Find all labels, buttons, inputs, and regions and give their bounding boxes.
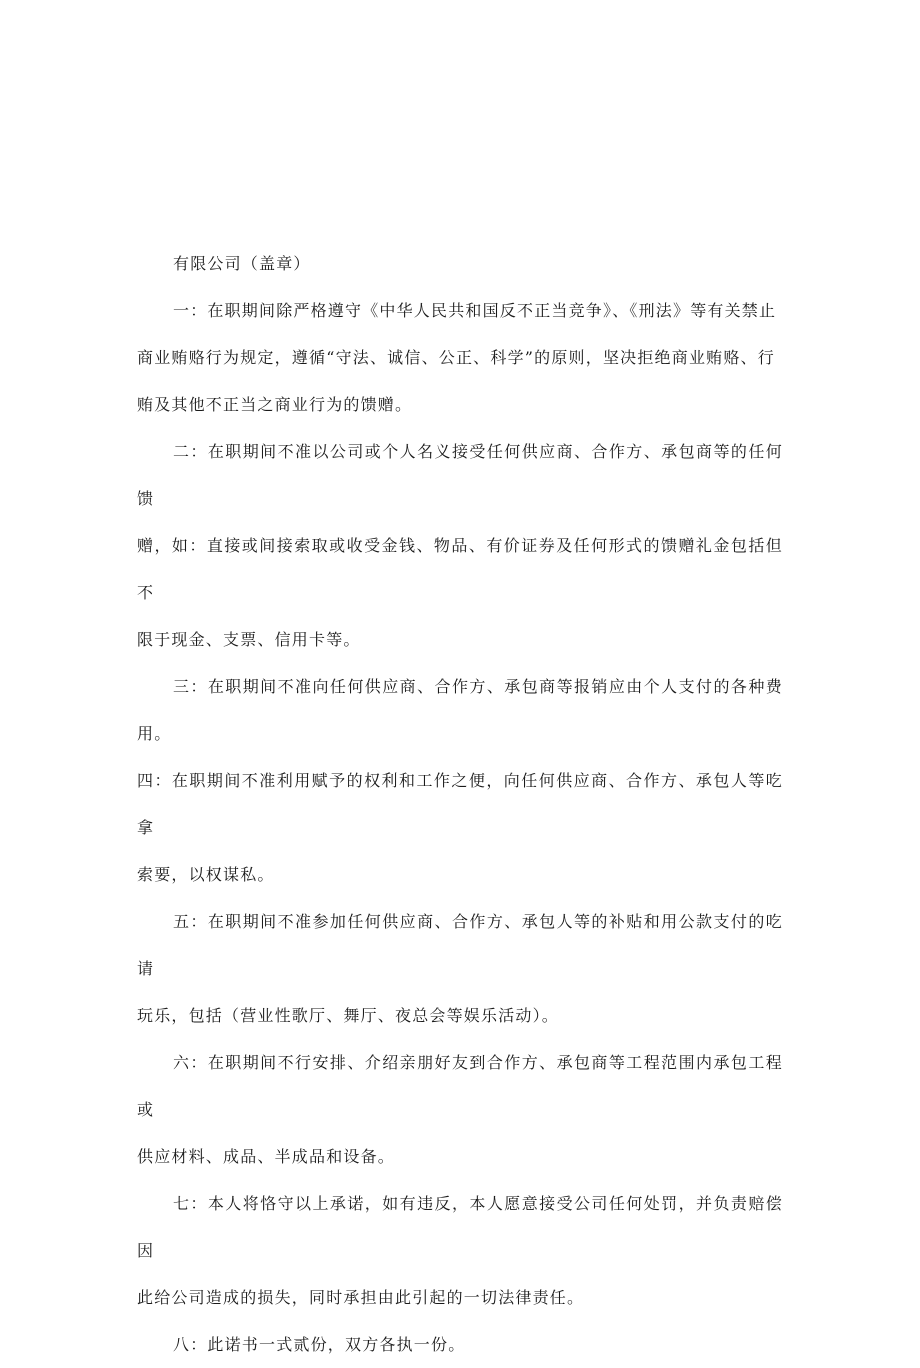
clause-6-line-2: 供应材料、成品、半成品和设备。	[137, 1147, 396, 1166]
clause-1	[137, 287, 783, 428]
clause-8-line-1: 八：此诺书一式贰份，双方各执一份。	[173, 1335, 466, 1354]
clause-4-line-1: 四：在职期间不准利用赋予的权利和工作之便，向任何供应商、合作方、承包人等吃拿	[137, 771, 783, 837]
clause-2-line-1: 二：在职期间不准以公司或个人名义接受任何供应商、合作方、承包商等的任何馈	[137, 442, 783, 508]
clause-5-line-1: 五：在职期间不准参加任何供应商、合作方、承包人等的补贴和用公款支付的吃请	[137, 912, 783, 978]
clause-3-line-1: 三：在职期间不准向任何供应商、合作方、承包商等报销应由个人支付的各种费用。	[137, 677, 783, 743]
clause-5	[137, 898, 783, 1039]
clause-4-line-2: 索要，以权谋私。	[137, 865, 275, 884]
clause-2-line-2: 赠，如：直接或间接索取或收受金钱、物品、有价证券及任何形式的馈赠礼金包括但不	[137, 536, 783, 602]
clause-6-line-1: 六：在职期间不行安排、介绍亲朋好友到合作方、承包商等工程范围内承包工程或	[137, 1053, 783, 1119]
clause-1-line-1: 一：在职期间除严格遵守《中华人民共和国反不正当竞争》、《刑法》等有关禁止	[173, 301, 777, 320]
company-seal-text: 有限公司（盖章）	[173, 254, 311, 273]
clause-5-line-2: 玩乐，包括（营业性歌厅、舞厅、夜总会等娱乐活动）。	[137, 1006, 560, 1025]
clause-2-line-3: 限于现金、支票、信用卡等。	[137, 630, 361, 649]
clause-7	[137, 1180, 783, 1321]
clause-1-line-3: 贿及其他不正当之商业行为的馈赠。	[137, 395, 413, 414]
clause-3	[137, 663, 783, 757]
clause-7-line-1: 七：本人将恪守以上承诺，如有违反，本人愿意接受公司任何处罚，并负责赔偿因	[137, 1194, 783, 1260]
clause-1-line-2: 商业贿赂行为规定，遵循“守法、诚信、公正、科学”的原则，坚决拒绝商业贿赂、行	[137, 348, 775, 367]
clause-7-line-2: 此给公司造成的损失，同时承担由此引起的一切法律责任。	[137, 1288, 585, 1307]
clause-4	[137, 757, 783, 898]
clause-6	[137, 1039, 783, 1180]
clause-2	[137, 428, 783, 663]
clause-8	[137, 1321, 783, 1368]
document-body	[137, 240, 783, 1368]
company-seal-line	[137, 240, 783, 287]
